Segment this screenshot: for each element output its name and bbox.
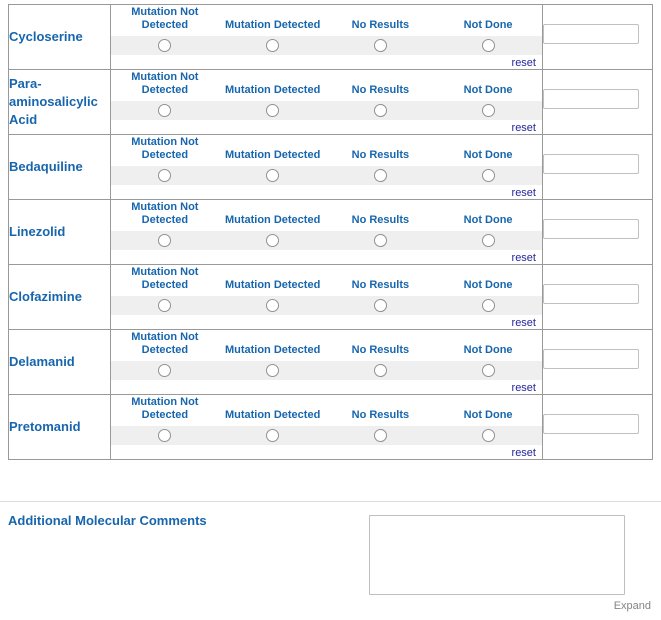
comments-textarea[interactable] [369, 515, 625, 595]
drug-label: Pretomanid [9, 419, 81, 434]
expand-link[interactable]: Expand [613, 600, 651, 612]
reset-link[interactable]: reset [511, 122, 536, 134]
radio-band [111, 166, 542, 185]
drug-cell [9, 395, 111, 460]
option-radio[interactable] [482, 104, 495, 117]
reset-link[interactable]: reset [511, 447, 536, 459]
options-cell [111, 5, 543, 70]
option-header: No Results [351, 19, 410, 31]
table-row [9, 265, 653, 330]
option-header: Mutation Detected [224, 409, 321, 421]
value-cell [543, 395, 653, 460]
option-header: No Results [351, 279, 410, 291]
option-radio[interactable] [266, 169, 279, 182]
option-radio[interactable] [482, 299, 495, 312]
option-radio[interactable] [374, 364, 387, 377]
radio-cell [219, 39, 327, 52]
reset-row [111, 185, 542, 199]
radio-cell [111, 104, 219, 117]
option-header: Mutation Not Detected [131, 6, 199, 31]
option-radio[interactable] [158, 169, 171, 182]
row-value-input[interactable] [543, 219, 639, 239]
options-cell [111, 395, 543, 460]
option-header: No Results [351, 344, 410, 356]
option-header: Mutation Detected [224, 84, 321, 96]
radio-cell [111, 429, 219, 442]
options-cell [111, 330, 543, 395]
options-cell [111, 200, 543, 265]
radio-cell [219, 364, 327, 377]
option-radio[interactable] [482, 39, 495, 52]
row-value-input[interactable] [543, 349, 639, 369]
option-radio[interactable] [158, 429, 171, 442]
drug-cell [9, 200, 111, 265]
option-radio[interactable] [266, 39, 279, 52]
radio-band [111, 296, 542, 315]
radio-cell [434, 429, 542, 442]
option-header: Not Done [463, 214, 513, 226]
option-header: Not Done [463, 19, 513, 31]
option-header: No Results [351, 84, 410, 96]
radio-band [111, 36, 542, 55]
option-header: Mutation Not Detected [131, 71, 199, 96]
section-divider [0, 501, 661, 502]
drug-label: Cycloserine [9, 29, 83, 44]
option-header: Mutation Detected [224, 19, 321, 31]
radio-cell [434, 104, 542, 117]
radio-cell [327, 169, 435, 182]
value-cell [543, 265, 653, 330]
option-header: Not Done [463, 84, 513, 96]
drug-label: Clofazimine [9, 289, 82, 304]
option-header: No Results [351, 409, 410, 421]
option-headers [111, 135, 542, 162]
comments-label: Additional Molecular Comments [8, 513, 207, 528]
radio-cell [327, 234, 435, 247]
options-cell [111, 265, 543, 330]
table-row [9, 200, 653, 265]
radio-cell [111, 169, 219, 182]
option-header: No Results [351, 149, 410, 161]
reset-row [111, 250, 542, 264]
radio-cell [327, 104, 435, 117]
radio-band [111, 231, 542, 250]
option-header: Mutation Not Detected [131, 331, 199, 356]
option-header: Mutation Detected [224, 344, 321, 356]
reset-row [111, 380, 542, 394]
reset-link[interactable]: reset [511, 252, 536, 264]
option-radio[interactable] [482, 234, 495, 247]
radio-cell [219, 299, 327, 312]
option-headers [111, 5, 542, 32]
option-header: Not Done [463, 149, 513, 161]
options-cell [111, 70, 543, 135]
option-header: Not Done [463, 344, 513, 356]
reset-row [111, 315, 542, 329]
option-header: Mutation Detected [224, 214, 321, 226]
option-radio[interactable] [374, 429, 387, 442]
drug-cell [9, 5, 111, 70]
row-value-input[interactable] [543, 89, 639, 109]
option-header: Mutation Not Detected [131, 396, 199, 421]
option-radio[interactable] [374, 104, 387, 117]
reset-row [111, 55, 542, 69]
drug-cell [9, 70, 111, 135]
reset-link[interactable]: reset [511, 57, 536, 69]
radio-cell [327, 429, 435, 442]
radio-cell [111, 234, 219, 247]
option-header: Not Done [463, 279, 513, 291]
radio-band [111, 426, 542, 445]
radio-cell [111, 39, 219, 52]
option-radio[interactable] [266, 299, 279, 312]
table-row [9, 395, 653, 460]
radio-cell [219, 169, 327, 182]
reset-link[interactable]: reset [511, 317, 536, 329]
reset-row [111, 445, 542, 459]
radio-cell [327, 364, 435, 377]
option-header: Not Done [463, 409, 513, 421]
option-radio[interactable] [482, 169, 495, 182]
value-cell [543, 135, 653, 200]
option-radio[interactable] [266, 234, 279, 247]
drug-cell [9, 265, 111, 330]
table-row [9, 70, 653, 135]
row-value-input[interactable] [543, 284, 639, 304]
molecular-resistance-table [8, 4, 653, 460]
option-radio[interactable] [266, 429, 279, 442]
radio-cell [434, 169, 542, 182]
option-headers [111, 70, 542, 97]
row-value-input[interactable] [543, 154, 639, 174]
reset-link[interactable]: reset [511, 382, 536, 394]
drug-cell [9, 330, 111, 395]
reset-link[interactable]: reset [511, 187, 536, 199]
table-row [9, 135, 653, 200]
drug-label: Bedaquiline [9, 159, 83, 174]
radio-cell [111, 299, 219, 312]
option-radio[interactable] [158, 364, 171, 377]
option-headers [111, 330, 542, 357]
value-cell [543, 5, 653, 70]
radio-cell [219, 429, 327, 442]
value-cell [543, 70, 653, 135]
radio-cell [434, 234, 542, 247]
table-row [9, 5, 653, 70]
option-headers [111, 265, 542, 292]
radio-cell [111, 364, 219, 377]
drug-label: Delamanid [9, 354, 75, 369]
option-header: Mutation Detected [224, 279, 321, 291]
radio-cell [219, 104, 327, 117]
option-header: Mutation Not Detected [131, 201, 199, 226]
option-header: Mutation Not Detected [131, 136, 199, 161]
option-radio[interactable] [482, 364, 495, 377]
option-radio[interactable] [482, 429, 495, 442]
option-radio[interactable] [158, 234, 171, 247]
option-radio[interactable] [158, 299, 171, 312]
radio-cell [219, 234, 327, 247]
table-row [9, 330, 653, 395]
radio-band [111, 361, 542, 380]
drug-label: Linezolid [9, 224, 66, 239]
option-headers [111, 395, 542, 422]
option-radio[interactable] [374, 169, 387, 182]
value-cell [543, 330, 653, 395]
option-header: No Results [351, 214, 410, 226]
row-value-input[interactable] [543, 414, 639, 434]
drug-label: Para-aminosalicylic Acid [9, 76, 98, 127]
option-radio[interactable] [374, 39, 387, 52]
resistance-table-body [9, 5, 653, 460]
radio-cell [434, 364, 542, 377]
option-radio[interactable] [374, 299, 387, 312]
option-radio[interactable] [266, 104, 279, 117]
option-header: Mutation Not Detected [131, 266, 199, 291]
option-radio[interactable] [158, 104, 171, 117]
radio-band [111, 101, 542, 120]
row-value-input[interactable] [543, 24, 639, 44]
option-header: Mutation Detected [224, 149, 321, 161]
reset-row [111, 120, 542, 134]
radio-cell [434, 39, 542, 52]
drug-cell [9, 135, 111, 200]
option-radio[interactable] [374, 234, 387, 247]
value-cell [543, 200, 653, 265]
radio-cell [327, 299, 435, 312]
option-radio[interactable] [158, 39, 171, 52]
option-headers [111, 200, 542, 227]
radio-cell [434, 299, 542, 312]
radio-cell [327, 39, 435, 52]
option-radio[interactable] [266, 364, 279, 377]
options-cell [111, 135, 543, 200]
